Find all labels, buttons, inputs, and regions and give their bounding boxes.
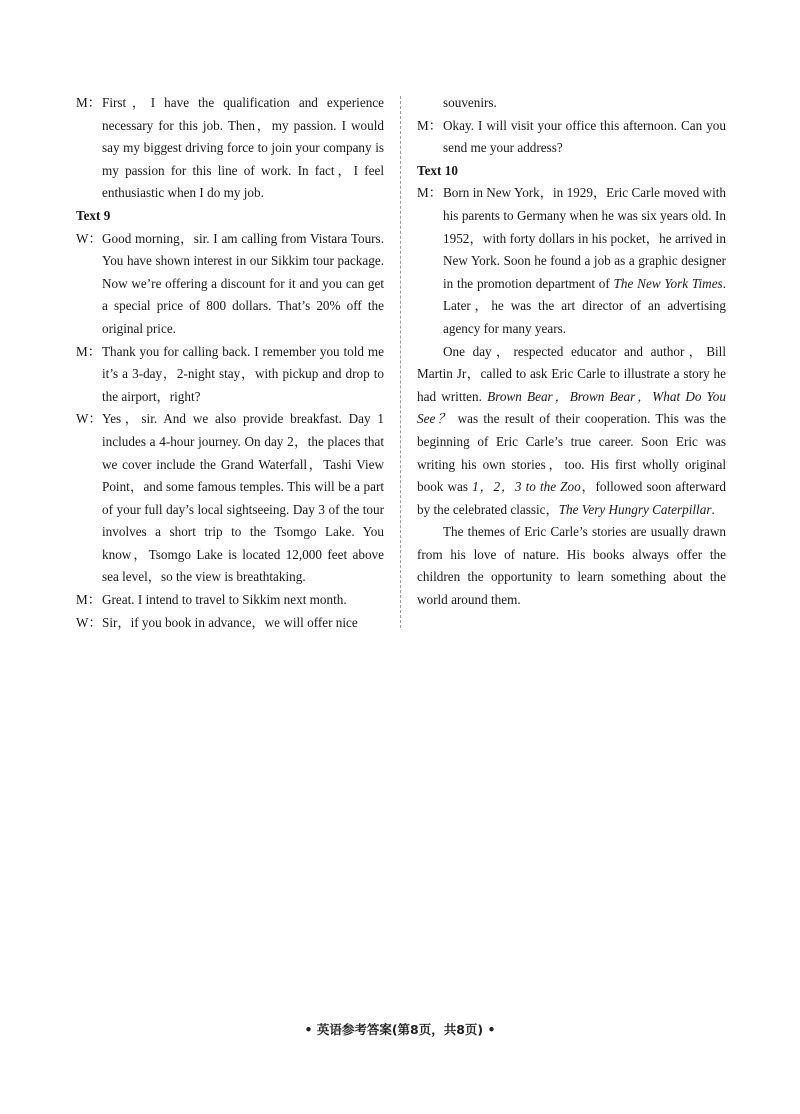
newspaper-title: The New York Times [613,275,723,291]
speaker-label: M： [417,185,442,201]
dialogue-text: Yes，sir. And we also provide breakfast. Day 1 includes a 4-hour journey. On day 2，the places that we cover include the Grand Waterfall，Tashi View Point，and some famous temples. This will be a part of your full day’s local sightseeing. Day 3 of the tour involves a short trip to the Tsomgo Lake. You know，Tsomgo Lake is located 12,000 feet above sea level，so the view is breathtaking. [102,411,384,585]
paragraph-3: The themes of Eric Carle’s stories are usually drawn from his love of nature. His books always offer the children the opportunity to learn something about the world around them. [417,524,726,608]
dialogue-text: Okay. I will visit your office this afternoon. Can you send me your address? [443,117,726,156]
speaker-label: M： [76,343,101,359]
monologue-text [443,182,726,340]
dialogue-turn-m3 [76,589,384,612]
dialogue-turn-m1 [76,92,384,205]
monologue-turn-m5 [417,182,726,340]
right-column [417,92,726,612]
speaker-label: M： [417,117,442,133]
dialogue-turn-m2 [76,341,384,409]
left-column [76,92,384,634]
dialogue-text: First，I have the qualification and experience necessary for this job. Then，my passion. I would say my biggest driving force to join your company is my passion for this line of work. In fact，I feel enthusiastic when I do my job. [102,95,384,201]
speaker-label: W： [76,411,102,427]
paragraph-text: ，followed soon afterward by the celebrated classic， [417,479,727,517]
dialogue-turn-w1 [76,228,384,341]
dialogue-turn-m4 [417,115,726,160]
dialogue-continuation: souvenirs. [443,95,497,110]
dialogue-text: Great. I intend to travel to Sikkim next month. [102,592,347,608]
dialogue-text: Good morning，sir. I am calling from Vistara Tours. You have shown interest in our Sikkim tour package. Now we’re offering a discount for it and you can get a special price of 800 dollars. That’s 20% off the original price. [102,230,384,336]
speaker-label: M： [76,95,101,110]
paragraph-2 [417,341,726,522]
dialogue-text: Sir，if you book in advance，we will offer nice [102,614,358,630]
speaker-label: W： [76,614,102,630]
page-footer: • 英语参考答案(第8页，共8页) • [304,1022,496,1037]
paragraph-text: One day，respected educator and author，Bill Martin Jr，called to ask Eric Carle to illustrate a story he had written. [417,343,726,404]
book-title: The Very Hungry Caterpillar [558,501,712,517]
monologue-text-part: Born in New York，in 1929，Eric Carle moved with his parents to Germany when he was six years old. In 1952，with forty dollars in his pocket，he arrived in New York. Soon he found a job as a graphic designer in the promotion department of [443,185,726,291]
dialogue-turn-w2 [76,408,384,589]
book-title: Brown Bear，Brown Bear，What Do You See？ [417,388,726,427]
monologue-text-part: . Later，he was the art director of an advertising agency for many years. [443,275,726,336]
text9-heading: Text 9 [76,207,111,223]
column-divider [400,96,401,628]
paragraph-text: . [711,501,715,517]
paragraph-text: was the result of their cooperation. This was the beginning of Eric Carle’s true career. Soon Eric was writing his own stories，too. His first wholly original book was [417,411,726,495]
dialogue-text: Thank you for calling back. I remember you told me it’s a 3-day，2-night stay，with pickup and drop to the airport，right? [102,343,384,404]
dialogue-turn-w3 [76,612,384,635]
speaker-label: W： [76,230,102,246]
speaker-label: M： [76,592,101,608]
text10-heading: Text 10 [417,162,458,178]
book-title: 1，2，3 to the Zoo [472,479,581,495]
